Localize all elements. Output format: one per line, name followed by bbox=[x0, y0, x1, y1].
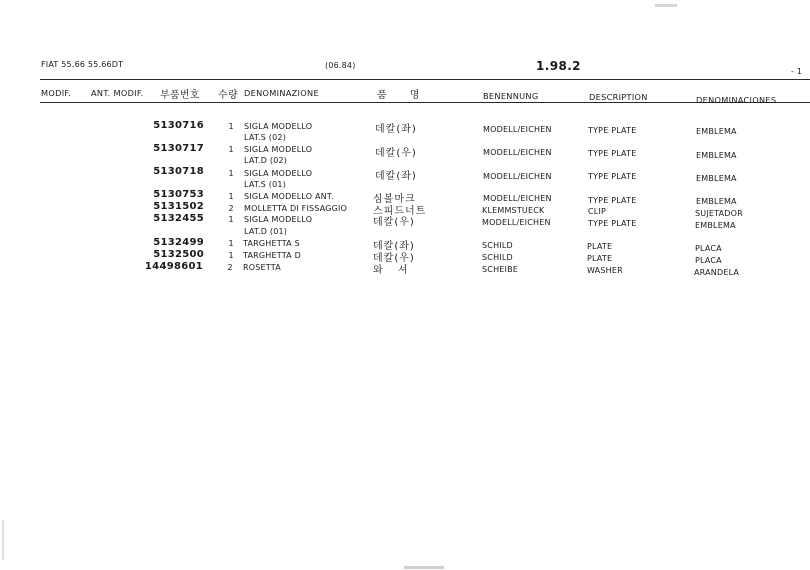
korean-name: 데칼(좌) bbox=[373, 241, 415, 252]
denominazione: TARGHETTA S bbox=[243, 239, 300, 248]
scan-artifact bbox=[2, 520, 4, 560]
denominazione: SIGLA MODELLO bbox=[244, 145, 313, 154]
benennung: MODELL/EICHEN bbox=[483, 125, 552, 134]
denominacion: PLACA bbox=[695, 244, 722, 253]
part-number: 5130718 bbox=[153, 166, 204, 177]
denominazione: TARGHETTA D bbox=[243, 251, 301, 260]
denominacion: ARANDELA bbox=[694, 268, 740, 277]
header-top-rule bbox=[40, 79, 810, 80]
description: CLIP bbox=[588, 207, 607, 216]
col-header-description: DESCRIPTION bbox=[589, 92, 648, 102]
quantity: 1 bbox=[228, 145, 234, 154]
col-header-quantity: 수량 bbox=[218, 90, 238, 101]
description: PLATE bbox=[587, 242, 613, 251]
description: TYPE PLATE bbox=[588, 172, 637, 181]
description: TYPE PLATE bbox=[588, 196, 637, 205]
denominazione-detail: LAT.S (02) bbox=[244, 133, 287, 142]
benennung: MODELL/EICHEN bbox=[483, 194, 552, 203]
model-title: FIAT 55.66 55.66DT bbox=[41, 60, 124, 69]
col-header-modif: MODIF. bbox=[41, 88, 72, 98]
korean-name: 와 셔 bbox=[373, 265, 414, 276]
korean-name: 데칼(좌) bbox=[375, 171, 417, 182]
denominazione-detail: LAT.D (01) bbox=[244, 227, 288, 236]
denominazione: SIGLA MODELLO ANT. bbox=[244, 192, 334, 201]
denominacion: EMBLEMA bbox=[696, 151, 737, 160]
publication-date: (06.84) bbox=[325, 61, 356, 70]
denominazione: SIGLA MODELLO bbox=[244, 215, 313, 224]
korean-name: 데칼(우) bbox=[373, 217, 415, 228]
benennung: SCHEIBE bbox=[482, 265, 519, 274]
description: TYPE PLATE bbox=[588, 126, 637, 135]
denominazione: ROSETTA bbox=[243, 263, 281, 272]
denominazione: SIGLA MODELLO bbox=[244, 122, 313, 131]
description: WASHER bbox=[587, 266, 623, 275]
part-number: 5130717 bbox=[153, 143, 204, 154]
benennung: MODELL/EICHEN bbox=[483, 148, 552, 157]
denominacion: EMBLEMA bbox=[696, 127, 737, 136]
part-number: 5132455 bbox=[153, 213, 204, 224]
benennung: MODELL/EICHEN bbox=[483, 172, 552, 181]
part-number: 5132500 bbox=[153, 249, 204, 260]
part-number: 5131502 bbox=[153, 201, 204, 212]
description: TYPE PLATE bbox=[588, 149, 637, 158]
part-number: 5130753 bbox=[153, 189, 204, 200]
scan-artifact bbox=[655, 4, 677, 7]
col-header-ant-modif: ANT. MODIF. bbox=[91, 88, 144, 98]
col-header-part-number: 부품번호 bbox=[160, 90, 200, 101]
benennung: KLEMMSTUECK bbox=[482, 206, 545, 215]
col-header-benennung: BENENNUNG bbox=[483, 91, 539, 101]
korean-name: 데칼(우) bbox=[373, 253, 415, 264]
korean-name: 데칼(좌) bbox=[375, 124, 417, 135]
col-header-korean-name: 품 명 bbox=[377, 90, 430, 101]
denominazione-detail: LAT.D (02) bbox=[244, 156, 288, 165]
part-number: 5130716 bbox=[153, 120, 204, 131]
quantity: 1 bbox=[228, 215, 234, 224]
denominazione-detail: LAT.S (01) bbox=[244, 180, 287, 189]
quantity: 1 bbox=[228, 192, 234, 201]
col-header-denominaciones: DENOMINACIONES bbox=[696, 95, 777, 105]
denominacion: EMBLEMA bbox=[695, 221, 736, 230]
header-bottom-rule bbox=[40, 102, 810, 103]
benennung: SCHILD bbox=[482, 241, 513, 250]
benennung: MODELL/EICHEN bbox=[482, 218, 551, 227]
page-marker: - 1 bbox=[791, 67, 803, 76]
quantity: 1 bbox=[228, 169, 234, 178]
section-code: 1.98.2 bbox=[536, 59, 581, 73]
part-number: 5132499 bbox=[153, 237, 204, 248]
quantity: 2 bbox=[228, 204, 234, 213]
denominacion: SUJETADOR bbox=[695, 209, 743, 218]
quantity: 2 bbox=[227, 263, 233, 272]
korean-name: 데칼(우) bbox=[375, 148, 417, 159]
description: PLATE bbox=[587, 254, 613, 263]
denominacion: EMBLEMA bbox=[696, 197, 737, 206]
korean-name: 스피드너트 bbox=[373, 206, 427, 217]
scan-artifact bbox=[404, 566, 444, 569]
denominacion: EMBLEMA bbox=[696, 174, 737, 183]
benennung: SCHILD bbox=[482, 253, 513, 262]
quantity: 1 bbox=[228, 239, 234, 248]
quantity: 1 bbox=[228, 251, 234, 260]
part-number: 14498601 bbox=[144, 261, 203, 272]
description: TYPE PLATE bbox=[588, 219, 637, 228]
denominacion: PLACA bbox=[695, 256, 722, 265]
denominazione: SIGLA MODELLO bbox=[244, 169, 313, 178]
denominazione: MOLLETTA DI FISSAGGIO bbox=[244, 204, 348, 213]
quantity: 1 bbox=[228, 122, 234, 131]
col-header-denominazione: DENOMINAZIONE bbox=[244, 88, 319, 98]
korean-name: 심볼마크 bbox=[373, 194, 416, 205]
